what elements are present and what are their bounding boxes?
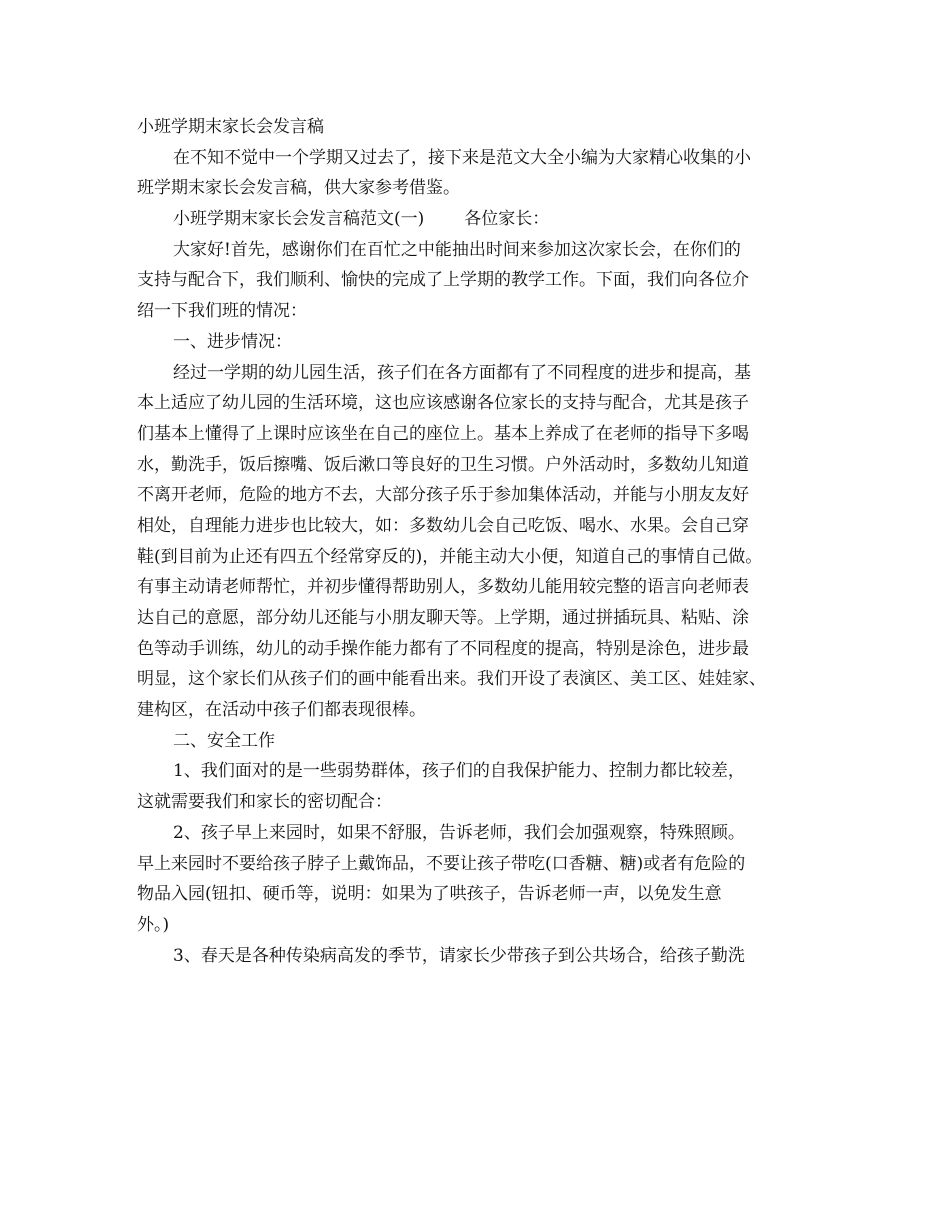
- sample-heading: [137, 204, 827, 235]
- safety-item-2-line: 外。): [137, 914, 170, 935]
- safety-item-2-line: 早上来园时不要给孩子脖子上戴饰品，不要让孩子带吃(口香糖、糖)或者有危险的: [137, 853, 746, 874]
- salutation: 各位家长：: [464, 209, 550, 230]
- intro-line: 在不知不觉中一个学期又过去了，接下来是范文大全小编为大家精心收集的小: [173, 147, 751, 168]
- greeting-line: 绍一下我们班的情况：: [137, 301, 307, 322]
- progress-paragraph-line: 达自己的意愿，部分幼儿还能与小朋友聊天等。上学期，通过拼插玩具、粘贴、涂: [137, 608, 749, 628]
- progress-paragraph-line: 经过一学期的幼儿园生活，孩子们在各方面都有了不同程度的进步和提高，基: [173, 362, 751, 383]
- progress-paragraph-line: 水，勤洗手，饭后擦嘴、饭后漱口等良好的卫生习惯。户外活动时，多数幼儿知道: [137, 454, 749, 475]
- document-title: 小班学期末家长会发言稿: [137, 117, 324, 137]
- greeting-line: 大家好!首先，感谢你们在百忙之中能抽出时间来参加这次家长会，在你们的: [173, 239, 741, 260]
- progress-paragraph-line: 鞋(到目前为止还有四五个经常穿反的)，并能主动大小便，知道自己的事情自己做。: [137, 546, 763, 567]
- intro-line: 班学期末家长会发言稿，供大家参考借鉴。: [137, 178, 460, 199]
- progress-paragraph-line: 明显，这个家长们从孩子们的画中能看出来。我们开设了表演区、美工区、娃娃家、: [137, 669, 766, 690]
- safety-item-2-line: 2、孩子早上来园时，如果不舒服，告诉老师，我们会加强观察，特殊照顾。: [173, 822, 745, 843]
- progress-paragraph-line: 们基本上懂得了上课时应该坐在自己的座位上。基本上养成了在老师的指导下多喝: [137, 423, 749, 444]
- progress-paragraph-line: 不离开老师，危险的地方不去，大部分孩子乐于参加集体活动，并能与小朋友友好: [137, 485, 749, 506]
- safety-item-1-line: 这就需要我们和家长的密切配合：: [137, 792, 392, 813]
- sample-title: 小班学期末家长会发言稿范文(一): [173, 209, 425, 230]
- progress-paragraph-line: 本上适应了幼儿园的生活环境，这也应该感谢各位家长的支持与配合，尤其是孩子: [137, 393, 749, 414]
- safety-item-2-line: 物品入园(钮扣、硬币等，说明：如果为了哄孩子，告诉老师一声，以免发生意: [137, 884, 722, 905]
- progress-paragraph-line: 建构区，在活动中孩子们都表现很棒。: [137, 700, 426, 721]
- document-page: [137, 112, 827, 971]
- safety-item-1-line: 1、我们面对的是一些弱势群体，孩子们的自我保护能力、控制力都比较差，: [173, 761, 745, 782]
- progress-paragraph-line: 色等动手训练，幼儿的动手操作能力都有了不同程度的提高，特别是涂色，进步最: [137, 638, 749, 659]
- safety-item-3-line: 3、春天是各种传染病高发的季节，请家长少带孩子到公共场合，给孩子勤洗: [173, 945, 745, 966]
- greeting-line: 支持与配合下，我们顺利、愉快的完成了上学期的教学工作。下面，我们向各位介: [137, 270, 749, 291]
- progress-paragraph-line: 相处，自理能力进步也比较大，如：多数幼儿会自己吃饭、喝水、水果。会自己穿: [137, 515, 749, 536]
- section-heading-safety: 二、安全工作: [173, 730, 275, 751]
- progress-paragraph-line: 有事主动请老师帮忙，并初步懂得帮助别人，多数幼儿能用较完整的语言向老师表: [137, 577, 749, 598]
- section-heading-progress: 一、进步情况：: [173, 331, 292, 352]
